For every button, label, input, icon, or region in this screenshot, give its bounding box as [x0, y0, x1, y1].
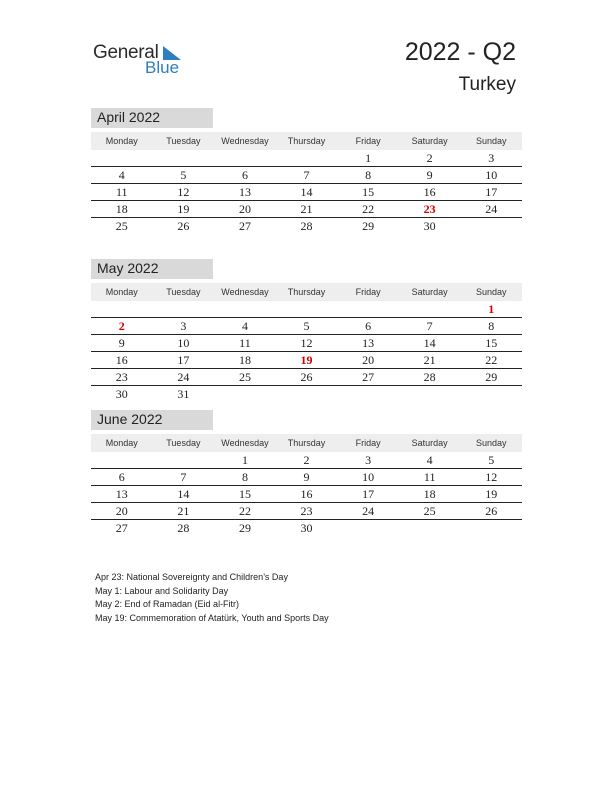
generalblue-logo — [93, 42, 193, 80]
day-cell: 30 — [423, 219, 436, 233]
day-cell: 6 — [118, 470, 125, 484]
day-cell — [276, 150, 338, 166]
day-cell — [337, 520, 399, 537]
day-cell: 4 — [426, 453, 433, 467]
day-cell: 22 — [485, 353, 498, 367]
weekday-label: Friday — [355, 136, 381, 146]
day-cell: 4 — [118, 168, 125, 182]
day-cell — [460, 218, 522, 235]
day-cell: 11 — [423, 470, 436, 484]
weekday-label: Friday — [355, 438, 381, 448]
day-cell — [337, 301, 399, 317]
week-row — [91, 452, 522, 469]
day-cell — [214, 301, 276, 317]
holiday-day-cell: 23 — [423, 202, 436, 216]
day-cell: 27 — [362, 370, 375, 384]
day-cell: 6 — [365, 319, 372, 333]
month-may — [91, 259, 522, 403]
day-cell: 25 — [115, 219, 128, 233]
week-row — [91, 335, 522, 352]
weekday-label: Wednesday — [221, 287, 269, 297]
week-row — [91, 184, 522, 201]
day-cell — [214, 150, 276, 166]
day-cell: 23 — [300, 504, 313, 518]
weekday-header — [91, 434, 522, 452]
day-cell: 4 — [241, 319, 248, 333]
week-row — [91, 503, 522, 520]
day-cell: 27 — [238, 219, 251, 233]
day-cell: 5 — [180, 168, 187, 182]
day-cell: 1 — [241, 453, 248, 467]
day-cell: 26 — [177, 219, 190, 233]
day-cell: 25 — [423, 504, 436, 518]
day-cell: 18 — [115, 202, 128, 216]
holiday-day-cell: 19 — [300, 353, 313, 367]
day-cell: 13 — [362, 336, 375, 350]
day-cell: 9 — [426, 168, 433, 182]
weekday-header — [91, 283, 522, 301]
month-june — [91, 410, 522, 537]
weekday-label: Sunday — [475, 287, 507, 297]
day-cell — [399, 301, 461, 317]
day-cell — [91, 452, 153, 468]
weekday-label: Sunday — [475, 438, 507, 448]
month-label: June 2022 — [91, 410, 213, 430]
weekday-header — [91, 132, 522, 150]
day-cell: 28 — [300, 219, 313, 233]
weekday-label: Tuesday — [166, 136, 201, 146]
day-cell: 20 — [115, 504, 128, 518]
day-cell: 13 — [238, 185, 251, 199]
day-cell — [91, 301, 153, 317]
holiday-day-cell: 1 — [488, 302, 495, 316]
day-cell: 3 — [488, 151, 495, 165]
day-cell: 29 — [485, 370, 498, 384]
day-cell: 14 — [423, 336, 436, 350]
day-cell: 12 — [177, 185, 190, 199]
weeks-grid — [91, 150, 522, 235]
day-cell: 10 — [362, 470, 375, 484]
day-cell: 9 — [118, 336, 125, 350]
holiday-note: Apr 23: National Sovereignty and Children’s Day — [95, 572, 288, 582]
weekday-label: Friday — [355, 287, 381, 297]
day-cell: 17 — [362, 487, 375, 501]
day-cell: 19 — [177, 202, 190, 216]
week-row — [91, 386, 522, 403]
month-label: April 2022 — [91, 108, 213, 128]
week-row — [91, 486, 522, 503]
day-cell: 30 — [115, 387, 128, 401]
holiday-day-cell: 2 — [118, 319, 125, 333]
day-cell: 15 — [362, 185, 375, 199]
day-cell: 20 — [238, 202, 251, 216]
day-cell: 19 — [485, 487, 498, 501]
day-cell: 21 — [300, 202, 313, 216]
weekday-label: Tuesday — [166, 438, 201, 448]
day-cell: 28 — [177, 521, 190, 535]
month-april — [91, 108, 522, 235]
day-cell — [214, 386, 276, 403]
month-label: May 2022 — [91, 259, 213, 279]
day-cell: 15 — [485, 336, 498, 350]
week-row — [91, 301, 522, 318]
weekday-label: Wednesday — [221, 438, 269, 448]
week-row — [91, 520, 522, 537]
day-cell: 11 — [116, 185, 128, 199]
weekday-label: Thursday — [287, 287, 326, 297]
day-cell: 12 — [300, 336, 313, 350]
country-name: Turkey — [458, 74, 516, 95]
day-cell: 10 — [485, 168, 498, 182]
week-row — [91, 167, 522, 184]
day-cell — [460, 386, 522, 403]
day-cell: 26 — [300, 370, 313, 384]
day-cell: 14 — [300, 185, 313, 199]
day-cell: 16 — [115, 353, 128, 367]
day-cell: 7 — [426, 319, 433, 333]
day-cell: 9 — [303, 470, 310, 484]
day-cell: 8 — [488, 319, 495, 333]
day-cell: 26 — [485, 504, 498, 518]
weeks-grid — [91, 301, 522, 403]
day-cell: 16 — [423, 185, 436, 199]
day-cell: 2 — [303, 453, 310, 467]
day-cell: 8 — [241, 470, 248, 484]
weekday-label: Saturday — [411, 287, 448, 297]
week-row — [91, 352, 522, 369]
holiday-notes — [95, 571, 329, 625]
day-cell: 24 — [485, 202, 498, 216]
week-row — [91, 369, 522, 386]
day-cell: 7 — [180, 470, 187, 484]
page-title: 2022 - Q2 — [404, 38, 516, 66]
day-cell — [399, 386, 461, 403]
day-cell — [91, 150, 153, 166]
day-cell: 17 — [485, 185, 498, 199]
day-cell: 10 — [177, 336, 190, 350]
week-row — [91, 218, 522, 235]
day-cell — [276, 386, 338, 403]
day-cell: 18 — [238, 353, 251, 367]
week-row — [91, 150, 522, 167]
day-cell: 21 — [177, 504, 190, 518]
weekday-label: Monday — [105, 136, 138, 146]
day-cell: 13 — [115, 487, 128, 501]
day-cell: 29 — [238, 521, 251, 535]
day-cell — [460, 520, 522, 537]
day-cell: 3 — [180, 319, 187, 333]
day-cell: 23 — [115, 370, 128, 384]
day-cell: 24 — [177, 370, 190, 384]
day-cell — [153, 150, 215, 166]
day-cell: 17 — [177, 353, 190, 367]
day-cell — [153, 301, 215, 317]
day-cell: 29 — [362, 219, 375, 233]
week-row — [91, 469, 522, 486]
weekday-label: Saturday — [411, 136, 448, 146]
day-cell: 27 — [115, 521, 128, 535]
weekday-label: Saturday — [411, 438, 448, 448]
holiday-note: May 1: Labour and Solidarity Day — [95, 585, 229, 596]
day-cell: 22 — [362, 202, 375, 216]
day-cell: 3 — [365, 453, 372, 467]
day-cell: 31 — [177, 387, 190, 401]
weekday-label: Sunday — [475, 136, 507, 146]
day-cell: 28 — [423, 370, 436, 384]
day-cell: 15 — [238, 487, 251, 501]
day-cell: 18 — [423, 487, 436, 501]
weeks-grid — [91, 452, 522, 537]
day-cell: 5 — [488, 453, 495, 467]
day-cell: 24 — [362, 504, 375, 518]
day-cell: 1 — [365, 151, 372, 165]
day-cell: 12 — [485, 470, 498, 484]
day-cell: 20 — [362, 353, 375, 367]
weekday-label: Monday — [105, 438, 138, 448]
weekday-label: Thursday — [287, 438, 326, 448]
weekday-label: Thursday — [287, 136, 326, 146]
day-cell: 2 — [426, 151, 433, 165]
day-cell: 5 — [303, 319, 310, 333]
weekday-label: Monday — [105, 287, 138, 297]
logo-word-general: General — [93, 42, 159, 63]
day-cell: 11 — [239, 336, 251, 350]
day-cell: 25 — [238, 370, 251, 384]
logo-word-blue: Blue — [145, 58, 180, 77]
holiday-note: May 19: Commemoration of Atatürk, Youth and Sports Day — [95, 612, 329, 623]
day-cell — [153, 452, 215, 468]
day-cell: 8 — [365, 168, 372, 182]
day-cell: 22 — [238, 504, 251, 518]
day-cell — [337, 386, 399, 403]
weekday-label: Wednesday — [221, 136, 269, 146]
day-cell: 7 — [303, 168, 310, 182]
day-cell: 16 — [300, 487, 313, 501]
holiday-note: May 2: End of Ramadan (Eid al-Fitr) — [95, 599, 240, 609]
week-row — [91, 318, 522, 335]
day-cell: 21 — [423, 353, 436, 367]
weekday-label: Tuesday — [166, 287, 201, 297]
day-cell: 14 — [177, 487, 190, 501]
day-cell — [276, 301, 338, 317]
day-cell: 6 — [241, 168, 248, 182]
day-cell: 30 — [300, 521, 313, 535]
day-cell — [399, 520, 461, 537]
week-row — [91, 201, 522, 218]
